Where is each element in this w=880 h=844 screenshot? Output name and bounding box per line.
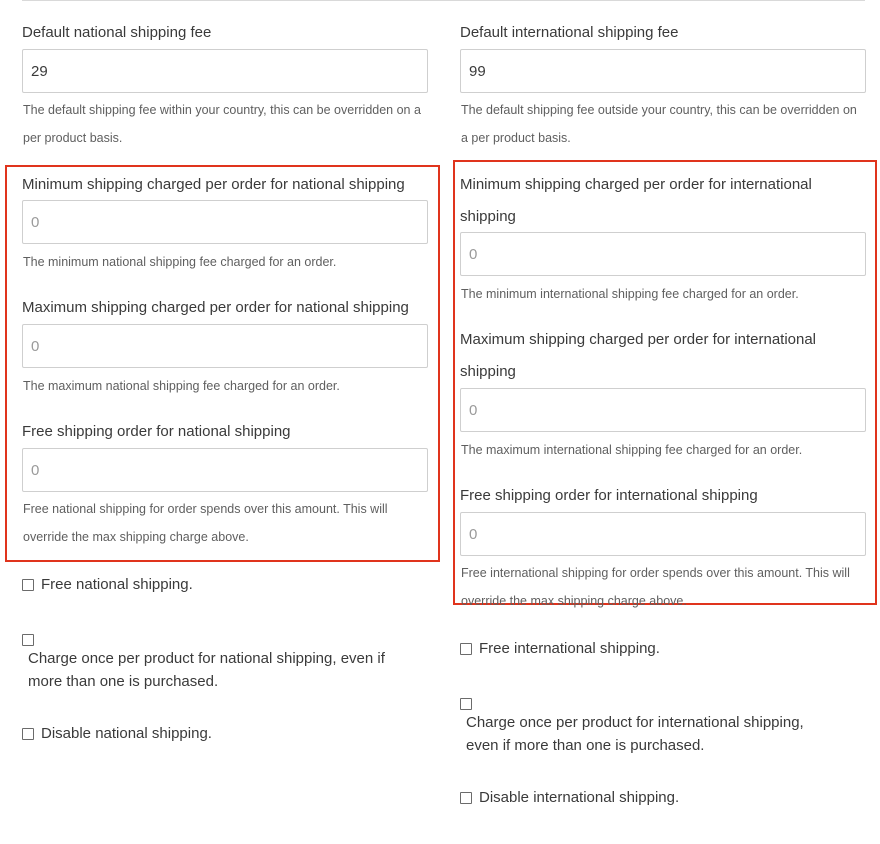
national-free-shipping-label: Free national shipping. (41, 576, 193, 593)
international-free-shipping-checkbox[interactable] (460, 643, 472, 655)
international-free-order-label: Free shipping order for international shipping (460, 487, 758, 504)
national-default-fee-input[interactable] (22, 49, 428, 93)
international-min-charge-label: Minimum shipping charged per order for international shipping (460, 176, 812, 225)
top-divider (22, 0, 865, 1)
national-disable-label: Disable national shipping. (41, 725, 212, 742)
national-max-charge-help: The maximum national shipping fee charged for an order. (23, 379, 340, 393)
national-min-charge-input[interactable] (22, 200, 428, 244)
international-min-charge-input[interactable] (460, 232, 866, 276)
international-disable-label: Disable international shipping. (479, 789, 680, 806)
international-max-charge-help: The maximum international shipping fee charged for an order. (461, 443, 803, 457)
international-min-charge-help: The minimum international shipping fee charged for an order. (461, 287, 799, 301)
national-disable-checkbox[interactable] (22, 728, 34, 740)
international-free-order-input[interactable] (460, 512, 866, 556)
international-default-fee-help: The default shipping fee outside your country, this can be overridden on a per product basis. (461, 103, 857, 145)
national-disable-option[interactable] (22, 725, 212, 742)
national-default-fee-help: The default shipping fee within your country, this can be overridden on a per product basis. (23, 103, 421, 145)
national-default-fee-label: Default national shipping fee (22, 24, 212, 41)
national-charge-once-label: Charge once per product for national shipping, even if more than one is purchased. (28, 650, 385, 690)
international-max-charge-input[interactable] (460, 388, 866, 432)
national-free-shipping-checkbox[interactable] (22, 579, 34, 591)
national-free-order-label: Free shipping order for national shipping (22, 423, 291, 440)
international-max-charge-label: Maximum shipping charged per order for international shipping (460, 331, 817, 380)
national-free-order-input[interactable] (22, 448, 428, 492)
national-max-charge-label: Maximum shipping charged per order for national shipping (22, 299, 409, 316)
national-min-charge-help: The minimum national shipping fee charged for an order. (23, 255, 337, 269)
national-free-shipping-option[interactable] (22, 576, 193, 593)
international-charge-once-label: Charge once per product for international shipping, even if more than one is purchased. (466, 714, 804, 754)
international-free-shipping-label: Free international shipping. (479, 640, 660, 657)
international-charge-once-checkbox[interactable] (460, 698, 472, 710)
national-min-charge-label: Minimum shipping charged per order for national shipping (22, 176, 405, 193)
international-free-order-help: Free international shipping for order spends over this amount. This will override the max shipping charge above. (461, 566, 850, 608)
national-charge-once-checkbox[interactable] (22, 634, 34, 646)
international-disable-checkbox[interactable] (460, 792, 472, 804)
international-disable-option[interactable] (460, 789, 679, 806)
international-free-shipping-option[interactable] (460, 640, 660, 657)
international-default-fee-label: Default international shipping fee (460, 24, 679, 41)
national-free-order-help: Free national shipping for order spends over this amount. This will override the max shipping charge above. (23, 502, 388, 544)
national-max-charge-input[interactable] (22, 324, 428, 368)
international-default-fee-input[interactable] (460, 49, 866, 93)
